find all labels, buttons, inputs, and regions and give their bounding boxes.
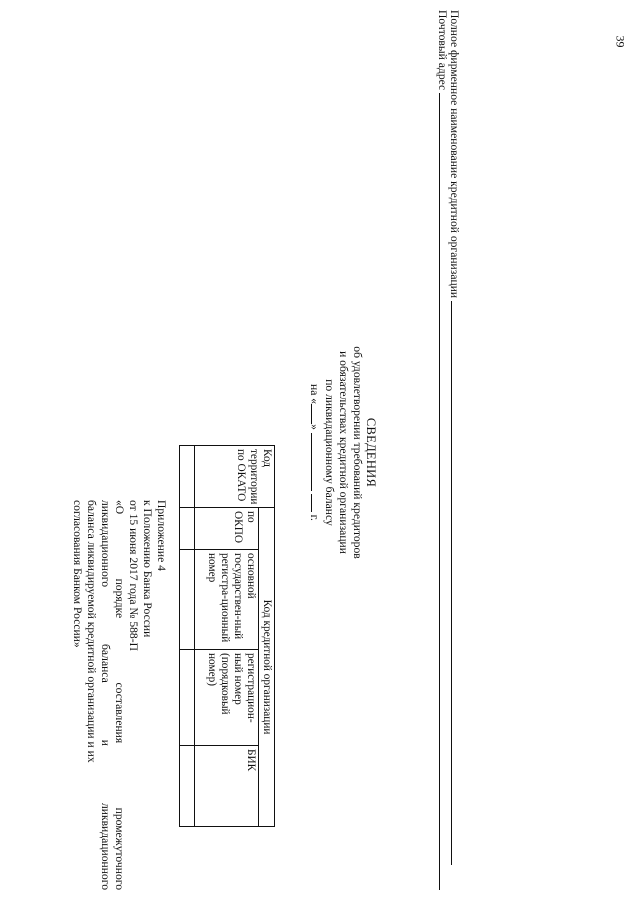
bik-header: БИК: [195, 746, 259, 827]
bik-value-cell: [180, 746, 195, 827]
postal-address-field: [435, 10, 450, 890]
okato-value-cell: [180, 446, 195, 508]
appendix-header: [70, 500, 168, 890]
okpo-value-cell: [180, 508, 195, 550]
title-line-3: и обязательствах кредитной организации: [337, 351, 350, 554]
date-month-blank[interactable]: [311, 433, 322, 491]
date-mid: »: [308, 424, 321, 430]
title-line-2: об удовлетворении требований кредиторов: [351, 346, 364, 559]
appendix-line-5: ликвидационного баланса и ликвидационного: [99, 500, 112, 890]
date-prefix: на «: [308, 384, 321, 405]
organization-code-table: [179, 445, 275, 827]
org-code-header: Код кредитной организации: [259, 508, 275, 827]
appendix-line-3: от 15 июня 2017 года № 588-П: [127, 500, 140, 651]
title-line-4: по ликвидационному балансу: [323, 379, 336, 526]
date-year-blank[interactable]: [311, 494, 322, 512]
okato-header: Код территории по ОКАТО: [195, 446, 275, 508]
okpo-header: по ОКПО: [195, 508, 259, 550]
appendix-line-4: «О порядке составления промежуточного: [113, 500, 126, 890]
title-main: СВЕДЕНИЯ: [364, 417, 378, 488]
postal-address-input-line[interactable]: [439, 93, 450, 890]
regnum-header: регистрацион-ный номер (порядковый номер): [195, 650, 259, 746]
full-name-label: Полное фирменное наименование кредитной организации: [448, 10, 461, 299]
appendix-line-6: баланса ликвидируемой кредитной организации и их: [85, 500, 98, 763]
page-number: 39: [613, 35, 628, 48]
document-title: [307, 0, 378, 905]
appendix-line-2: к Положению Банка России: [141, 500, 154, 638]
appendix-line-1: Приложение 4: [155, 500, 168, 571]
date-suffix: г.: [308, 514, 321, 521]
title-date-line: [307, 0, 322, 905]
appendix-line-7: согласования Банком России»: [71, 500, 84, 648]
ogrn-value-cell: [180, 550, 195, 650]
date-day-blank[interactable]: [311, 404, 322, 424]
full-name-input-line[interactable]: [451, 301, 462, 865]
postal-address-label: Почтовый адрес: [436, 10, 449, 91]
regnum-value-cell: [180, 650, 195, 746]
ogrn-header: основной государствен-ный регистра-ционный номер: [195, 550, 259, 650]
